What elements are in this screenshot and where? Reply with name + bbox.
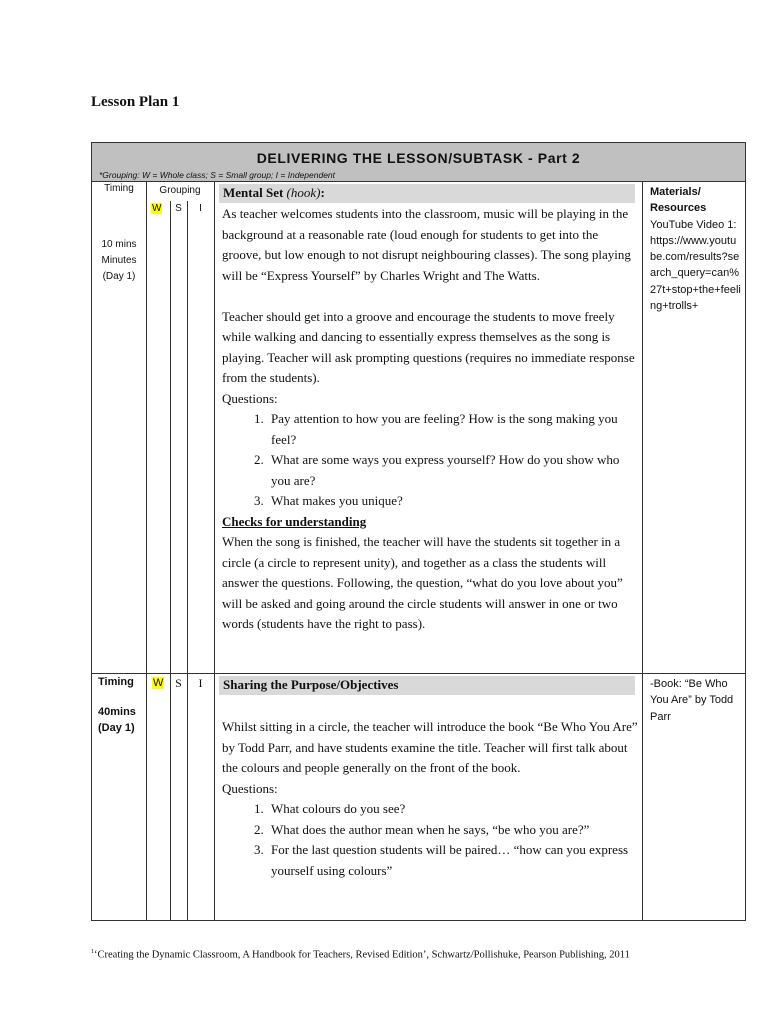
column-divider-timing: [146, 182, 147, 920]
mental-set-heading: [223, 185, 325, 201]
document-title: Lesson Plan 1: [91, 94, 180, 110]
heading-colon: :: [320, 185, 325, 200]
mental-set-paragraph: As teacher welcomes students into the classroom, music will be playing in the background at a reasonable rate (loud enough for students to get into the groove, but low enough to not disrupt neighbouring classes). The song playing will be “Express Yourself” by Charles Wright and The Watts.: [222, 206, 631, 283]
timing-label: Timing: [98, 676, 134, 688]
mental-set-paragraph: Teacher should get into a groove and encourage the students to move freely while walking and dancing to essentially express themselves as the song is playing. Teacher will ask prompting questions (requires no immediate response from the students).: [222, 308, 635, 385]
citation-footnote: [91, 949, 630, 961]
grouping-note: *Grouping: W = Whole class; S = Small group; I = Independent: [99, 170, 336, 180]
grouping-divider-3: [170, 674, 171, 920]
row2-timing: [98, 674, 136, 736]
whole-class-indicator: W: [152, 203, 162, 214]
duration-day: (Day 1): [102, 271, 136, 282]
questions-label: Questions:: [222, 780, 278, 796]
purpose-body: [222, 717, 640, 881]
duration-day: (Day 1): [98, 722, 135, 734]
materials-cell: [650, 184, 742, 314]
mental-set-duration: [92, 237, 146, 285]
small-group-indicator: S: [175, 203, 182, 214]
resources-heading: Resources: [650, 202, 707, 215]
grouping-label: Grouping: [159, 185, 201, 196]
hook-note: (hook): [286, 185, 321, 200]
citation-text: ‘Creating the Dynamic Classroom, A Handbook for Teachers, Revised Edition’, Schwartz/Pollishuke, Pearson Publishing, 2011: [94, 949, 630, 961]
grouping-divider-4: [187, 674, 188, 920]
column-divider-content: [214, 182, 215, 920]
mental-set-body: [222, 204, 640, 635]
duration-line: 10 mins: [101, 239, 137, 250]
independent-indicator: I: [199, 203, 202, 214]
question-item: 1. What colours do you see?: [267, 799, 640, 820]
section-title: DELIVERING THE LESSON/SUBTASK - Part 2: [256, 150, 581, 166]
materials-heading: Materials/: [650, 186, 701, 198]
questions-label: Questions:: [222, 390, 278, 406]
mental-set-questions: [222, 409, 640, 512]
mental-set-title: Mental Set: [223, 185, 284, 200]
purpose-paragraph: Whilst sitting in a circle, the teacher will introduce the book “Be Who You Are” by Todd Parr, and have students examine the title. Teacher will first talk about the colours and people generally on the front of the book.: [222, 719, 638, 775]
grouping-divider-1: [170, 201, 171, 674]
checks-paragraph: When the song is finished, the teacher will have the students sit together in a circle (a circle to represent unity), and together as a class the students will answer the questions. Following, the question, “what do you love about you” will be asked and going around the circle students will answer in one or two words (students have the right to pass).: [222, 534, 623, 631]
table-header: [92, 143, 745, 182]
row-divider: [92, 673, 745, 674]
column-divider-materials: [642, 182, 643, 920]
question-item: 3. What makes you unique?: [267, 491, 640, 512]
question-item: 2. What does the author mean when he says, “be who you are?”: [267, 820, 640, 841]
duration-line: 40mins: [98, 706, 136, 718]
question-item: 1. Pay attention to how you are feeling? How is the song making you feel?: [267, 409, 640, 450]
independent-indicator: I: [198, 676, 203, 690]
purpose-heading: Sharing the Purpose/Objectives: [223, 677, 399, 692]
question-item: 3. For the last question students will be paired… “how can you express yourself using colours”: [267, 840, 640, 881]
lesson-table: [91, 142, 746, 921]
timing-label: Timing: [104, 183, 134, 194]
checks-heading: Checks for understanding: [222, 513, 367, 529]
small-group-indicator: S: [175, 676, 182, 690]
grouping-divider-2: [187, 201, 188, 674]
duration-line: Minutes: [101, 255, 137, 266]
footnote-marker: 1: [91, 949, 94, 955]
question-item: 2. What are some ways you express yourself? How do you show who you are?: [267, 450, 640, 491]
youtube-resource-link[interactable]: YouTube Video 1: https://www.youtube.com/results?search_query=can%27t+stop+the+feeling+trolls+: [650, 218, 741, 313]
purpose-questions: [222, 799, 640, 881]
book-resource: -Book: “Be Who You Are” by Todd Parr: [650, 678, 734, 723]
whole-class-indicator: W: [153, 677, 164, 689]
